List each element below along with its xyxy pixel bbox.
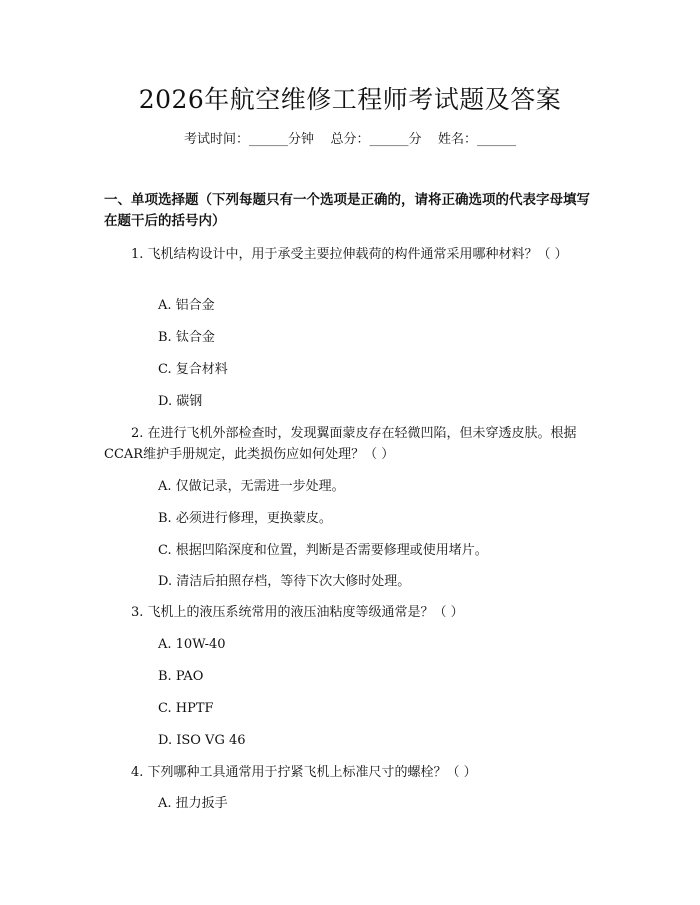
question-2: 2. 在进行飞机外部检查时，发现翼面蒙皮存在轻微凹陷，但未穿透皮肤。根据CCAR维护手册规定，此类损伤应如何处理？（ ） bbox=[104, 426, 577, 462]
question-2-option-c: C. 根据凹陷深度和位置，判断是否需要修理或使用堵片。 bbox=[158, 543, 488, 558]
question-1-option-b: B. 钛合金 bbox=[158, 330, 215, 345]
question-3-option-b: B. PAO bbox=[158, 669, 204, 684]
question-3-option-c: C. HPTF bbox=[158, 701, 214, 716]
section-heading: 一、单项选择题（下列每题只有一个选项是正确的，请将正确选项的代表字母填写在题干后的括号内） bbox=[104, 192, 590, 229]
question-4: 4. 下列哪种工具通常用于拧紧飞机上标准尺寸的螺栓？（ ） bbox=[131, 765, 477, 780]
question-3: 3. 飞机上的液压系统常用的液压油粘度等级通常是？（ ） bbox=[131, 605, 464, 620]
question-2-option-a: A. 仅做记录，无需进一步处理。 bbox=[158, 479, 345, 494]
question-3-option-d: D. ISO VG 46 bbox=[158, 733, 246, 748]
question-3-option-a: A. 10W-40 bbox=[158, 637, 226, 652]
question-1-option-c: C. 复合材料 bbox=[158, 362, 228, 377]
page-title: 2026年航空维修工程师考试题及答案 bbox=[138, 85, 562, 114]
question-1-option-d: D. 碳钢 bbox=[158, 394, 203, 409]
question-1: 1. 飞机结构设计中，用于承受主要拉伸载荷的构件通常采用哪种材料？（ ） bbox=[131, 247, 568, 262]
question-2-option-d: D. 清洁后拍照存档，等待下次大修时处理。 bbox=[158, 574, 411, 589]
question-2-option-b: B. 必须进行修理，更换蒙皮。 bbox=[158, 511, 332, 526]
question-1-option-a: A. 铝合金 bbox=[158, 298, 215, 313]
exam-info-line: 考试时间：______分钟 总分：______分 姓名：______ bbox=[183, 132, 517, 147]
question-4-option-a: A. 扭力扳手 bbox=[158, 796, 228, 811]
